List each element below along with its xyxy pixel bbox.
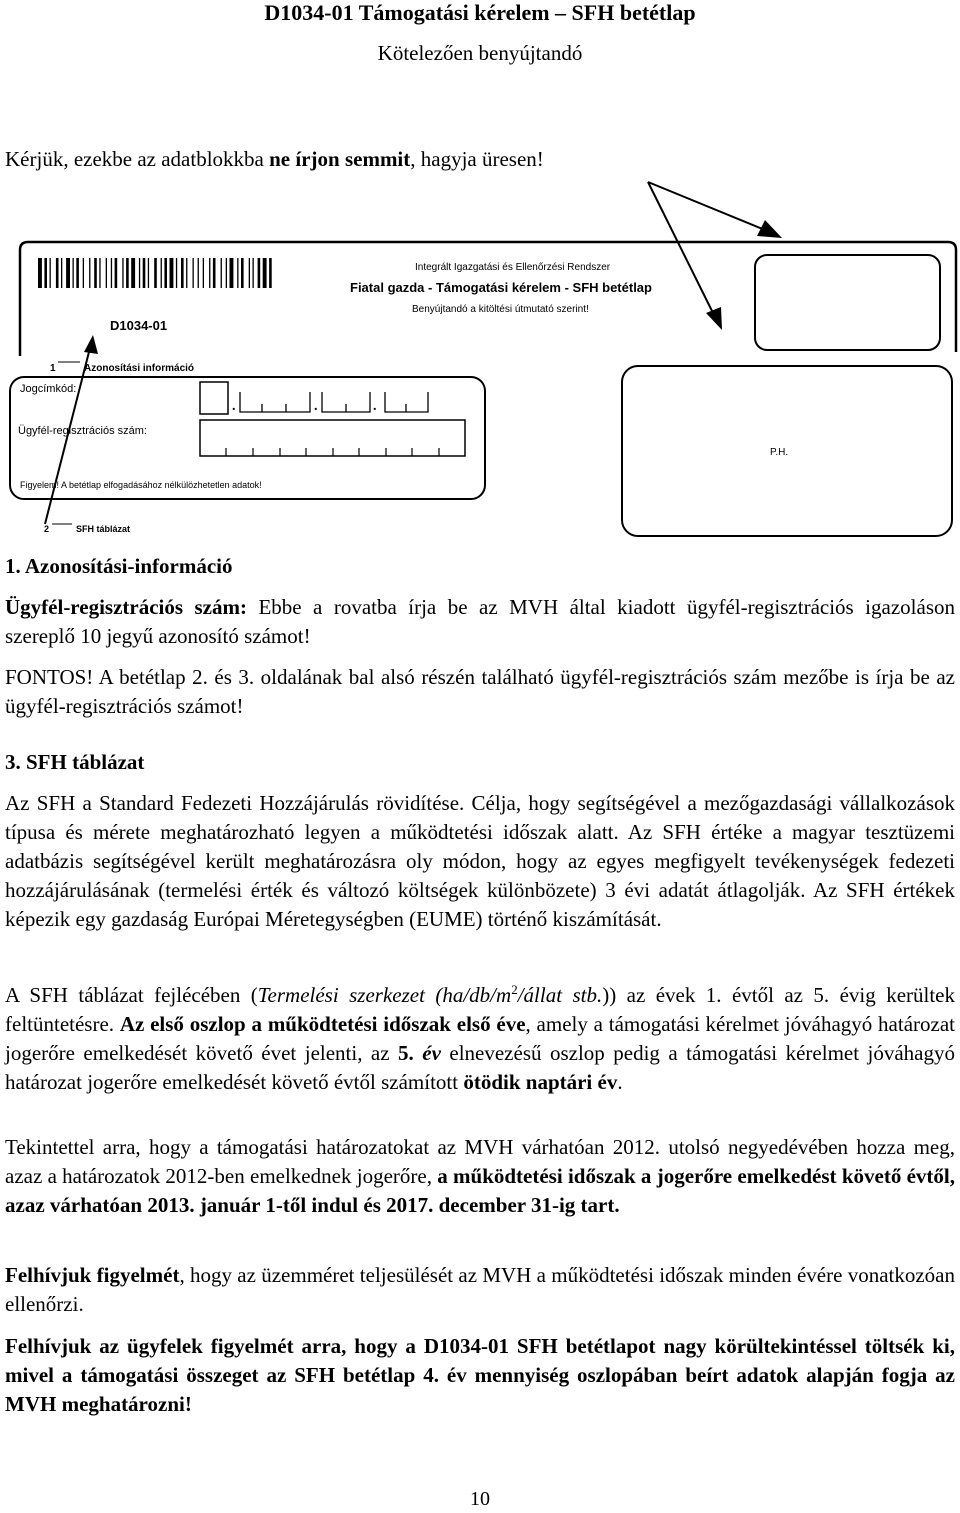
barcode-bar (154, 258, 157, 288)
svg-text:.: . (314, 399, 318, 414)
barcode-bar (164, 258, 167, 288)
section3-paragraph-4: Felhívjuk figyelmét, hogy az üzemméret teljesülését az MVH a működtetési időszak minden évére vonatkozóan ellenőrzi. (5, 1263, 955, 1316)
barcode-bar (263, 258, 267, 288)
barcode-bar (126, 258, 129, 288)
pointer-arrows (45, 182, 765, 524)
barcode-bar (50, 258, 51, 288)
document-title: D1034-01 Támogatási kérelem – SFH betétlap (264, 0, 696, 25)
barcode-bar (186, 258, 187, 288)
barcode-bar (203, 258, 204, 288)
barcode-bar (176, 258, 177, 288)
section3-paragraph-2: A SFH táblázat fejlécében (Termelési szerkezet ($ha/db/m^2$/állat stb.)) az évek 1. évtől az 5. évig kerültek feltüntetésre. Az első oszlop a működtetési időszak első éve, amely a támogatási kérelmet jóváhagyó határozat jogerőre emelkedését követő évet jelenti, az 5. év elnevezésű oszlop pedig a támogatási kérelmet jóváhagyó határozat jogerőre emelkedését követő évtől számított ötödik naptári év. (5, 982, 956, 1094)
form-subtitle: Benyújtandó a kitöltési útmutató szerint! (412, 304, 589, 315)
barcode-bar (249, 258, 250, 288)
barcode-bar (139, 258, 140, 288)
arrow-head-down (706, 307, 722, 330)
barcode-bar (230, 258, 234, 288)
barcode-bar (122, 258, 123, 288)
barcode-bar (198, 258, 199, 288)
form-sample-image (0, 180, 960, 550)
barcode-bar (209, 258, 210, 288)
section1-number: 1 (50, 363, 56, 374)
office-use-box (755, 255, 940, 350)
section1-heading: 1. Azonosítási-információ (5, 554, 233, 578)
svg-text:.: . (373, 399, 377, 414)
barcode-bar (94, 258, 97, 288)
barcode-bar (181, 258, 184, 288)
stamp-label: P.H. (770, 447, 789, 458)
barcode-bar (99, 258, 100, 288)
barcode-bar (89, 258, 90, 288)
barcode-bar (253, 258, 254, 288)
page-number: 10 (470, 1488, 490, 1510)
section1-title: Azonosítási információ (84, 363, 195, 374)
document-subtitle: Kötelezően benyújtandó (377, 41, 583, 65)
form-title: Fiatal gazda - Támogatási kérelem - SFH betétlap (350, 280, 652, 295)
barcode-bar (221, 258, 222, 288)
barcode-bar (226, 258, 227, 288)
barcode-bar (56, 258, 59, 288)
arrow-head-right (757, 220, 782, 238)
section2-title: SFH táblázat (76, 524, 131, 534)
attention-note: Figyelem! A betétlap elfogadásához nélkülözhetetlen adatok! (20, 480, 262, 490)
jogcimkod-label: Jogcímkód: (20, 383, 77, 395)
section3-paragraph-3: Tekintettel arra, hogy a támogatási határozatokat az MVH várhatóan 2012. utolsó negyedévében hozza meg, azaz a határozatok 2012-ben emelkednek jogerőre, a működtetési időszak a jogerőre emelkedést követő évtől, azaz várhatóan 2013. január 1-től indul és 2017. december 31-ig tart. (5, 1135, 955, 1217)
barcode-bar (61, 258, 62, 288)
barcode-bar (170, 258, 174, 288)
form-code: D1034-01 (110, 318, 168, 333)
barcode-bar (131, 258, 135, 288)
barcode-bar (111, 258, 112, 288)
arrow-head-up (84, 335, 98, 354)
barcode-bar (213, 258, 216, 288)
barcode-bar (73, 258, 74, 288)
barcode-bar (66, 258, 70, 288)
barcode-bar (237, 258, 238, 288)
barcode-bar (258, 258, 261, 288)
barcode-bar (106, 258, 107, 288)
section1-paragraph-1: Ügyfél-regisztrációs szám: Ebbe a rovatba írja be az MVH által kiadott ügyfél-regisztrációs igazoláson szereplő 10 jegyű azonosító számot! (5, 595, 955, 648)
barcode (38, 258, 272, 288)
barcode-bar (83, 258, 84, 288)
svg-text:.: . (232, 399, 236, 414)
form-outer-frame (20, 242, 956, 352)
barcode-bar (148, 258, 149, 288)
barcode-bar (143, 258, 146, 288)
section3-paragraph-5: Felhívjuk az ügyfelek figyelmét arra, hogy a D1034-01 SFH betétlapot nagy körültekintéssel töltsék ki, mivel a támogatási összeget az SFH betétlap 4. év mennyiség oszlopában beírt adatok alapján fogja az MVH meghatározni! (5, 1334, 955, 1416)
section3-heading: 3. SFH táblázat (5, 750, 145, 774)
barcode-bar (115, 258, 118, 288)
section3-paragraph-1: Az SFH a Standard Fedezeti Hozzájárulás rövidítése. Célja, hogy segítségével a mezőgazdasági vállalkozások típusa és mérete meghatározható legyen a működtetési időszak alatt. Az SFH értéke a magyar tesztüzemi adatbázis segítségével került meghatározásra oly módon, hogy az egyes megfigyelt tevékenységek fedezeti hozzájárulásának (termelési érték és változó költségek különbözete) 3 évi adatát átlagolják. Az SFH értékek képezik egy gazdaság Európai Méretegységben (EUME) történő kiszámítását. (5, 791, 955, 931)
system-name: Integrált Igazgatási és Ellenőrzési Rendszer (415, 262, 611, 273)
barcode-bar (44, 258, 47, 288)
barcode-bar (38, 258, 42, 288)
section1-paragraph-2: FONTOS! A betétlap 2. és 3. oldalának bal alsó részén található ügyfél-regisztrációs szám mezőbe is írja be az ügyfél-regisztrációs számot! (5, 665, 955, 718)
warning-text: Kérjük, ezekbe az adatblokkba ne írjon semmit, hagyja üresen! (5, 147, 544, 171)
barcode-bar (193, 258, 194, 288)
barcode-bar (241, 258, 244, 288)
section2-number: 2 (44, 524, 50, 534)
barcode-bar (161, 258, 162, 288)
regnum-label: Ügyfél-regisztrációs szám: (18, 425, 147, 437)
barcode-bar (76, 258, 79, 288)
barcode-bar (269, 258, 272, 288)
